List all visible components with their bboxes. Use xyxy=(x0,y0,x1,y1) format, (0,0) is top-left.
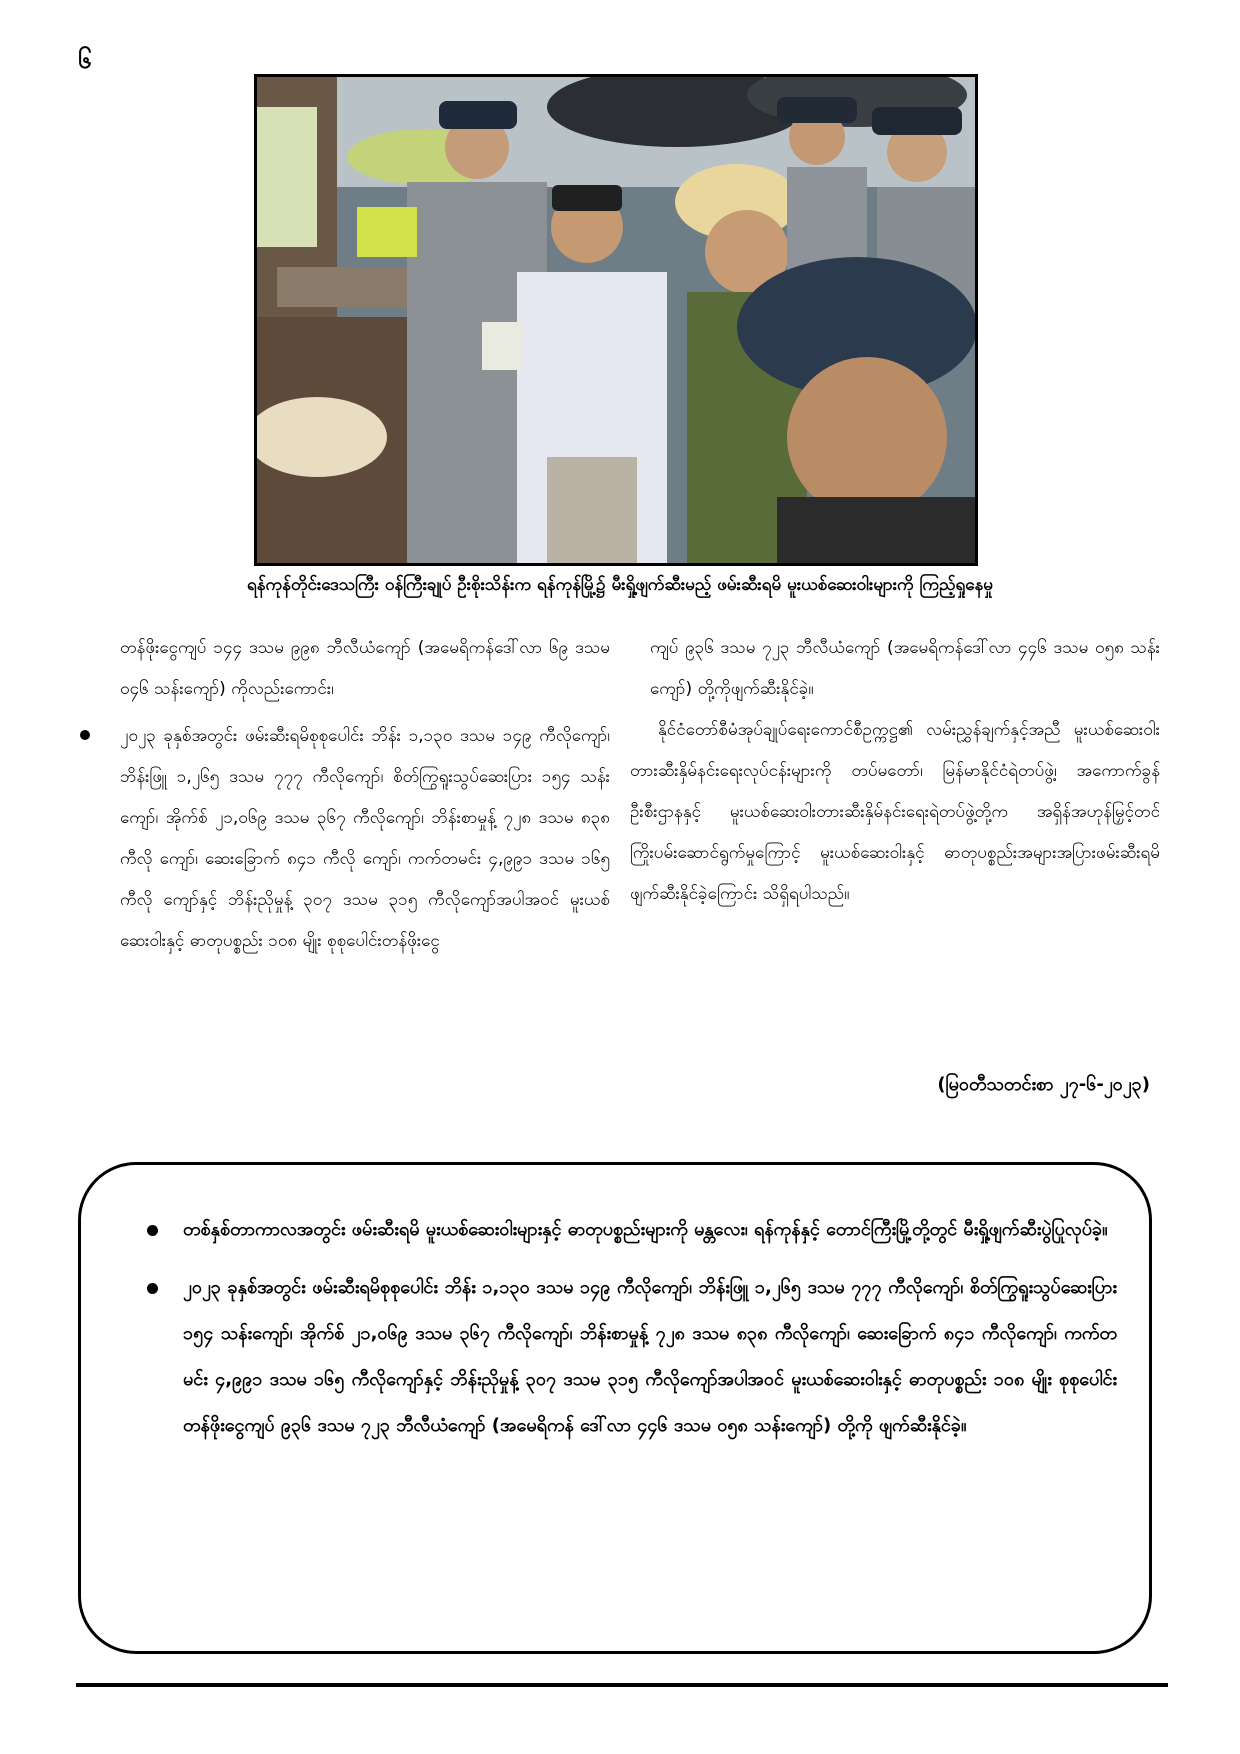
page-number: ၆ xyxy=(78,46,92,74)
bullet-icon xyxy=(80,730,90,740)
article-paragraph: တန်ဖိုးငွေကျပ် ၁၄၄ ဒသမ ၉၉၈ ဘီလီယံကျော် (အမေရိကန်ဒေါ်လာ ၆၉ ဒသမ ၀၄၆ သန်းကျော်) ကိုလည်းကောင်း၊ xyxy=(120,638,610,699)
bullet-icon xyxy=(147,1225,158,1236)
summary-item-text: တစ်နှစ်တာကာလအတွင်း ဖမ်းဆီးရမိ မူးယစ်ဆေးဝါးများနှင့် ဓာတုပစ္စည်းများကို မန္တလေး၊ ရန်ကုန်နှင့် တောင်ကြီးမြို့တို့တွင် မီးရှို့ဖျက်ဆီးပွဲပြုလုပ်ခဲ့။ xyxy=(183,1219,1108,1240)
officials-inspecting-drugs-photo xyxy=(257,77,975,563)
news-photo xyxy=(254,74,978,566)
article-right-column xyxy=(630,628,1160,915)
footer-rule xyxy=(76,1683,1168,1687)
news-source: (မြဝတီသတင်းစာ ၂၇-၆-၂၀၂၃) xyxy=(937,1074,1150,1095)
bullet-icon xyxy=(147,1283,158,1294)
photo-caption: ရန်ကုန်တိုင်းဒေသကြီး ဝန်ကြီးချုပ် ဦးစိုးသိန်းက ရန်ကုန်မြို့၌ မီးရှို့ဖျက်ဆီးမည့် ဖမ်းဆီးရမိ မူးယစ်ဆေးဝါးများကို ကြည့်ရှုနေမှု xyxy=(246,575,994,595)
summary-item xyxy=(147,1207,1117,1253)
summary-item xyxy=(147,1265,1117,1449)
summary-list xyxy=(147,1207,1117,1461)
article-left-column xyxy=(100,628,610,962)
summary-item-text: ၂၀၂၃ ခုနှစ်အတွင်း ဖမ်းဆီးရမိစုစုပေါင်း ဘိန်း ၁,၁၃၀ ဒသမ ၁၄၉ ကီလိုကျော်၊ ဘိန်းဖြူ ၁,၂၆၅ ဒသမ ၇၇၇ ကီလိုကျော်၊ စိတ်ကြွရူးသွပ်ဆေးပြား ၁၅၄ သန်းကျော်၊ အိုက်စ် ၂၁,၀၆၉ ဒသမ ၃၆၇ ကီလိုကျော်၊ ဘိန်းစာမှုန့် ၇၂၈ ဒသမ ၈၃၈ ကီလိုကျော်၊ ဆေးခြောက် ၈၄၁ ကီလိုကျော်၊ ကက်တမင်း ၄,၉၉၁ ဒသမ ၁၆၅ ကီလိုကျော်နှင့် ဘိန်းညိုမှုန့် ၃၀၇ ဒသမ ၃၁၅ ကီလိုကျော်အပါအဝင် မူးယစ်ဆေးဝါးနှင့် ဓာတုပစ္စည်း ၁၀၈ မျိုး စုစုပေါင်းတန်ဖိုးငွေကျပ် ၉၃၆ ဒသမ ၇၂၃ ဘီလီယံကျော် (အမေရိကန် ဒေါ်လာ ၄၄၆ ဒသမ ၀၅၈ သန်းကျော်) တို့ကို ဖျက်ဆီးနိုင်ခဲ့။ xyxy=(183,1277,1117,1436)
summary-box xyxy=(78,1162,1152,1654)
article-bullet-paragraph xyxy=(100,716,610,962)
article-bullet-text: ၂၀၂၃ ခုနှစ်အတွင်း ဖမ်းဆီးရမိစုစုပေါင်း ဘိန်း ၁,၁၃၀ ဒသမ ၁၄၉ ကီလိုကျော်၊ ဘိန်းဖြူ ၁,၂၆၅ ဒသမ ၇၇၇ ကီလိုကျော်၊ စိတ်ကြွရူးသွပ်ဆေးပြား ၁၅၄ သန်းကျော်၊ အိုက်စ် ၂၁,၀၆၉ ဒသမ ၃၆၇ ကီလိုကျော်၊ ဘိန်းစာမှုန့် ၇၂၈ ဒသမ ၈၃၈ ကီလို ကျော်၊ ဆေးခြောက် ၈၄၁ ကီလို ကျော်၊ ကက်တမင်း ၄,၉၉၁ ဒသမ ၁၆၅ ကီလို ကျော်နှင့် ဘိန်းညိုမှုန့် ၃၀၇ ဒသမ ၃၁၅ ကီလိုကျော်အပါအဝင် မူးယစ်ဆေးဝါးနှင့် ဓာတုပစ္စည်း ၁၀၈ မျိုး စုစုပေါင်းတန်ဖိုးငွေ xyxy=(120,726,610,951)
article-paragraph: ကျပ် ၉၃၆ ဒသမ ၇၂၃ ဘီလီယံကျော် (အမေရိကန်ဒေါ်လာ ၄၄၆ ဒသမ ၀၅၈ သန်းကျော်) တို့ကိုဖျက်ဆီးနိုင်ခဲ့။ xyxy=(650,638,1160,699)
article-paragraph: နိုင်ငံတော်စီမံအုပ်ချုပ်ရေးကောင်စီဥက္ကဋ္ဌ၏ လမ်းညွှန်ချက်နှင့်အညီ မူးယစ်ဆေးဝါး တားဆီးနှိမ်နင်းရေးလုပ်ငန်းများကို တပ်မတော်၊ မြန်မာနိုင်ငံရဲတပ်ဖွဲ့၊ အကောက်ခွန်ဦးစီးဌာနနှင့် မူးယစ်ဆေးဝါးတားဆီးနှိမ်နင်းရေးရဲတပ်ဖွဲ့တို့က အရှိန်အဟုန်မြှင့်တင် ကြိုးပမ်းဆောင်ရွက်မှုကြောင့် မူးယစ်ဆေးဝါးနှင့် ဓာတုပစ္စည်းအများအပြားဖမ်းဆီးရမိ ဖျက်ဆီးနိုင်ခဲ့ကြောင်း သိရှိရပါသည်။ xyxy=(630,720,1160,904)
